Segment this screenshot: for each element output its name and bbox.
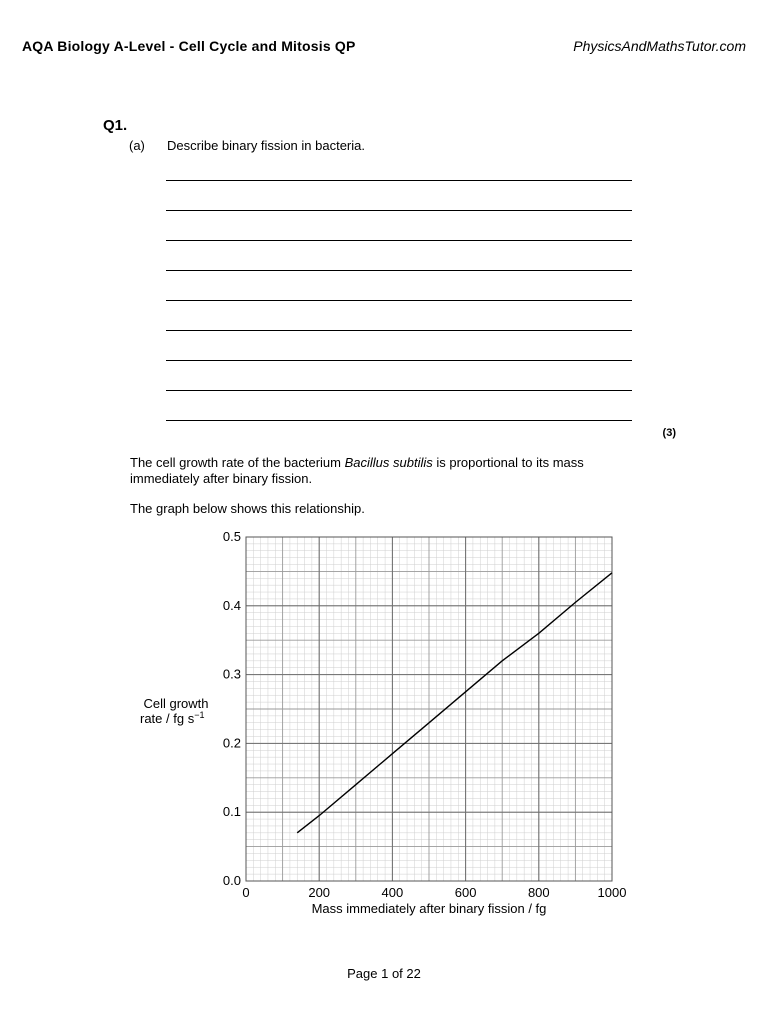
- footer-page-total: 22: [406, 966, 421, 981]
- series-line: [297, 573, 612, 833]
- y-tick-label: 0.5: [222, 529, 241, 544]
- y-axis-label-line1: Cell growth: [143, 696, 209, 711]
- header-title: AQA Biology A-Level - Cell Cycle and Mitosis QP: [22, 38, 356, 54]
- x-axis-label: Mass immediately after binary fission / fg: [311, 901, 547, 916]
- footer-page-label: Page: [347, 966, 378, 981]
- passage-text: The cell growth rate of the bacterium: [130, 455, 345, 470]
- passage-paragraph-2: The graph below shows this relationship.: [130, 501, 365, 516]
- x-tick-label: 400: [381, 885, 404, 900]
- y-tick-label: 0.3: [222, 666, 241, 682]
- x-tick-label: 0: [242, 885, 250, 900]
- y-tick-label: 0.4: [222, 597, 241, 613]
- chart-x-ticks: [242, 885, 626, 900]
- marks-label: (3): [662, 427, 676, 439]
- question-prompt: Describe binary fission in bacteria.: [167, 138, 365, 153]
- y-tick-label: 0.0: [222, 873, 241, 888]
- y-tick-label: 0.1: [222, 804, 241, 820]
- footer-of: of: [391, 966, 403, 981]
- x-tick-label: 600: [454, 885, 477, 900]
- species-name: Bacillus subtilis: [344, 455, 433, 470]
- chart-y-ticks: [223, 529, 241, 888]
- x-tick-label: 200: [308, 885, 331, 900]
- header-site: PhysicsAndMathsTutor.com: [573, 38, 746, 54]
- page-footer: [0, 966, 768, 981]
- y-axis-label-unit: rate / fg s: [140, 711, 195, 726]
- x-tick-label: 1000: [597, 885, 627, 900]
- footer-page-number: 1: [381, 966, 389, 981]
- passage-text: is proportional to its mass immediately after binary fission.: [130, 455, 584, 486]
- y-axis-label-exponent: −1: [194, 710, 205, 720]
- y-tick-label: 0.2: [222, 735, 241, 751]
- question-number: Q1.: [103, 117, 128, 134]
- x-tick-label: 800: [527, 885, 550, 900]
- question-part: (a): [129, 138, 145, 153]
- y-axis-label-line2: [140, 710, 204, 726]
